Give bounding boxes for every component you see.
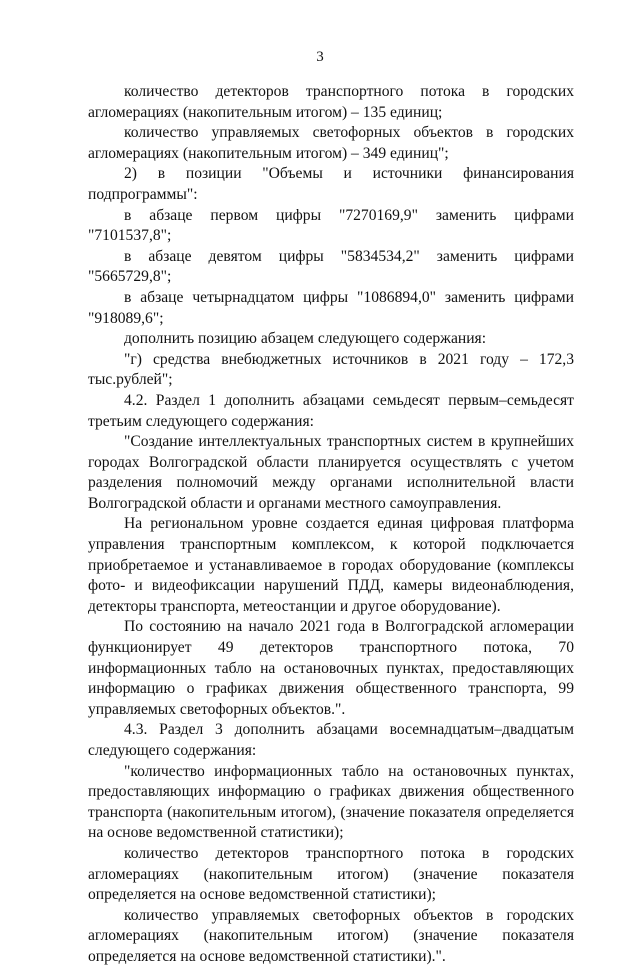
document-body — [88, 82, 574, 968]
paragraph: 4.3. Раздел 3 дополнить абзацами восемнадцатым–двадцатым следующего содержания: — [88, 721, 574, 759]
paragraph: в абзаце четырнадцатом цифры "1086894,0" заменить цифрами "918089,6"; — [88, 288, 574, 327]
paragraph: дополнить позицию абзацем следующего содержания: — [124, 330, 487, 348]
paragraph: По состоянию на начало 2021 года в Волгоградской агломерации функционирует 49 детекторов транспортного потока, 70 информационных табло на остановочных пунктах, предоставляющих информацию о графиках движения общественного транспорта, 99 управляемых светофорных объектов.". — [88, 618, 574, 718]
paragraph: 2) в позиции "Объемы и источники финансирования подпрограммы": — [88, 165, 574, 203]
paragraph: в абзаце первом цифры "7270169,9" заменить цифрами "7101537,8"; — [88, 206, 574, 245]
paragraph: в абзаце девятом цифры "5834534,2" заменить цифрами "5665729,8"; — [88, 247, 574, 286]
page-number: 3 — [316, 49, 324, 65]
paragraph: На региональном уровне создается единая цифровая платформа управления транспортным комплексом, к которой подключается приобретаемое и устанавливаемое в городах оборудование (комплексы фото- и видеофиксации нарушений ПДД, камеры видеонаблюдения, детекторы транспорта, метеостанции и другое оборудование). — [88, 515, 574, 615]
paragraph: "г) средства внебюджетных источников в 2021 году – 172,3 тыс.рублей"; — [88, 350, 574, 389]
paragraph: количество детекторов транспортного потока в городских агломерациях (накопительным итогом) (значение показателя определяется на основе ведомственной статистики); — [88, 844, 574, 904]
paragraph: 4.2. Раздел 1 дополнить абзацами семьдесят первым–семьдесят третьим следующего содержания: — [88, 391, 574, 430]
paragraph: "количество информационных табло на остановочных пунктах, предоставляющих информацию о графиках движения общественного транспорта (накопительным итогом), (значение показателя определяется на основе ведомственной статистики); — [88, 762, 574, 842]
paragraph: "Создание интеллектуальных транспортных систем в крупнейших городах Волгоградской области планируется осуществлять с учетом разделения полномочий между органами исполнительной власти Волгоградской области и органами местного самоуправления. — [88, 433, 574, 512]
paragraph: количество управляемых светофорных объектов в городских агломерациях (накопительным итогом) (значение показателя определяется на основе ведомственной статистики).". — [88, 906, 574, 965]
paragraph: количество детекторов транспортного потока в городских агломерациях (накопительным итогом) – 135 единиц; — [88, 83, 574, 121]
paragraph: количество управляемых светофорных объектов в городских агломерациях (накопительным итогом) – 349 единиц"; — [88, 124, 574, 162]
